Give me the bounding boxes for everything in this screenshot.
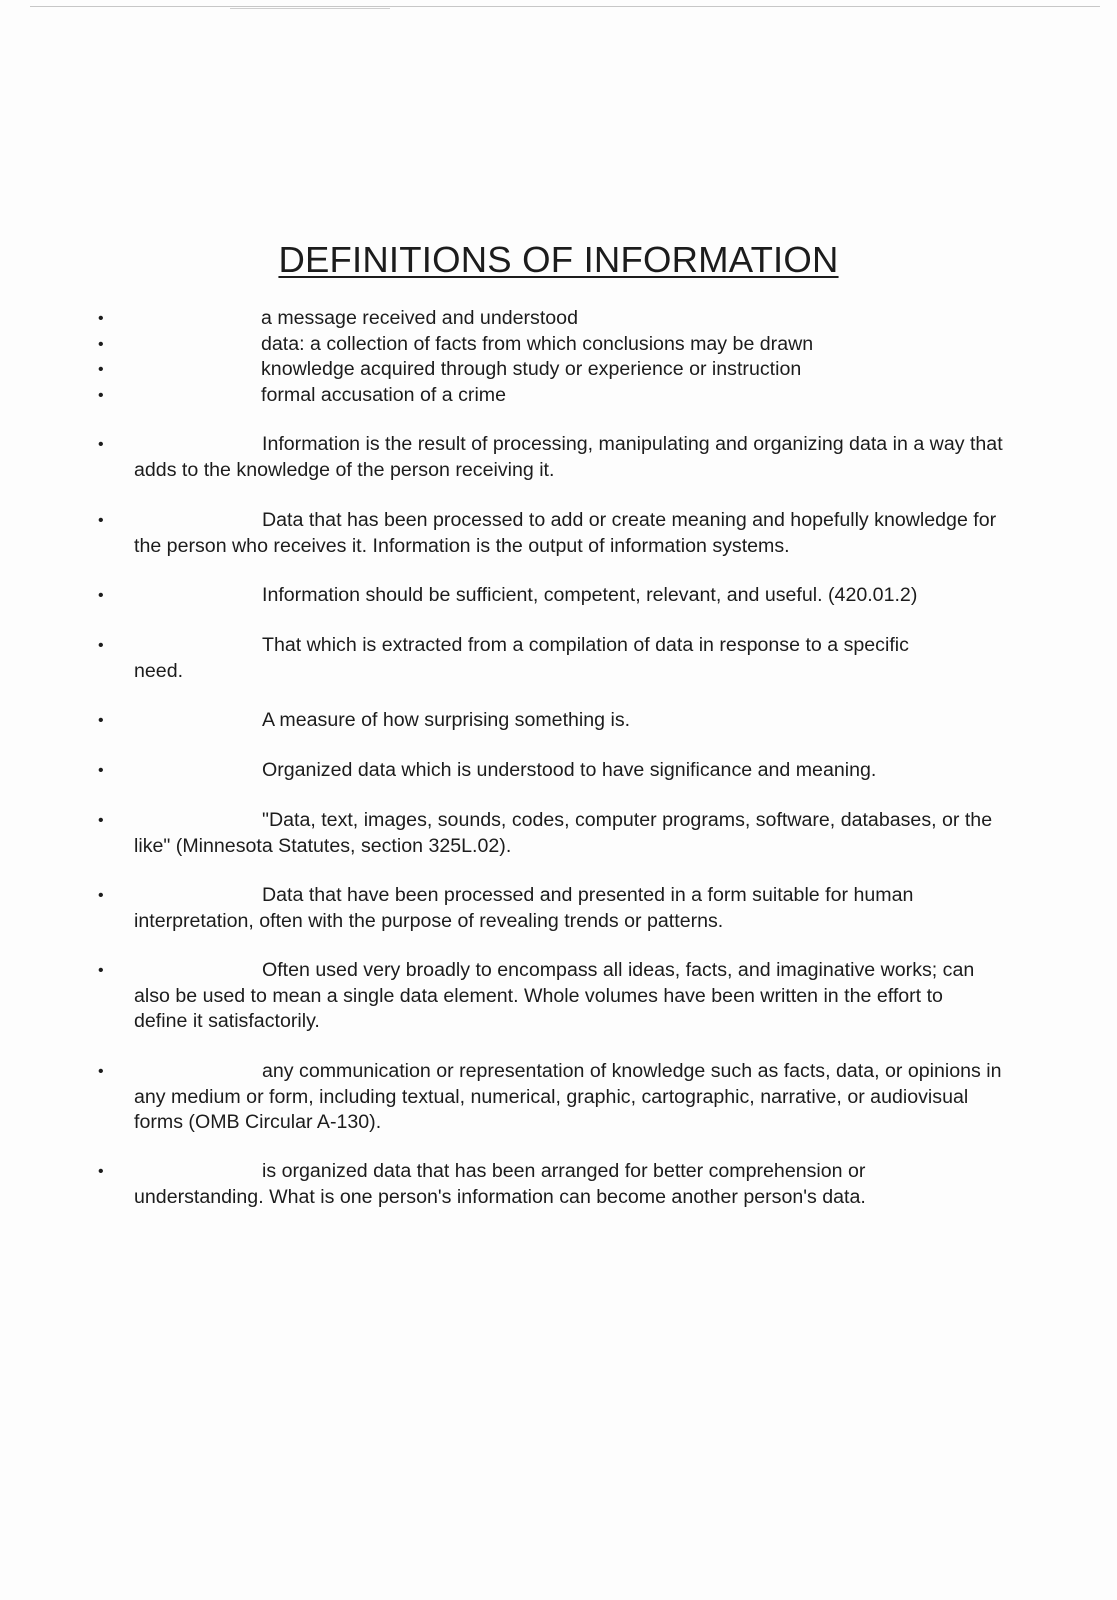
definition-text: knowledge acquired through study or experience or instruction [261,358,802,380]
definition-text: any communication or representation of knowledge such as facts, data, or opinions in any medium or form, including textual, numerical, graphic, cartographic, narrative, or audiovisual forms (OMB Circular A-130). [134,1060,1002,1133]
bullet-icon: • [98,1163,104,1180]
bullet-icon: • [98,335,104,353]
list-item [0,306,1117,332]
list-item [0,383,1117,409]
list-item [0,357,1117,383]
bullet-icon: • [98,587,104,604]
definition-text: is organized data that has been arranged for better comprehension or understanding. What is one person's information can become another person's data. [134,1160,866,1208]
definition-text: data: a collection of facts from which conclusions may be drawn [261,332,814,355]
bullet-icon: • [98,637,104,654]
bullet-icon: • [98,762,104,779]
definition-text: "Data, text, images, sounds, codes, computer programs, software, databases, or the like" (Minnesota Statutes, section 325L.02). [134,809,993,857]
scan-edge-line [30,6,1100,7]
bullet-icon: • [98,436,104,453]
scan-edge-mark [230,8,390,9]
definitions-list [0,306,1117,1208]
bullet-icon: • [98,512,104,529]
definition-text: A measure of how surprising something is. [262,709,631,731]
definition-text: Data that have been processed and presented in a form suitable for human interpretation, often with the purpose of revealing trends or patterns. [134,884,914,932]
bullet-icon: • [98,962,104,979]
bullet-icon: • [98,361,104,378]
definition-text: Organized data which is understood to have significance and meaning. [262,759,877,781]
bullet-icon: • [98,812,104,829]
definition-text: Often used very broadly to encompass all ideas, facts, and imaginative works; can also be used to mean a single data element. Whole volumes have been written in the effort to define it satisfactorily. [134,959,975,1032]
page-title [0,240,1117,280]
definition-text: Information should be sufficient, competent, relevant, and useful. (420.01.2) [262,584,918,606]
definition-text: That which is extracted from a compilation of data in response to a specific need. [134,634,909,682]
definition-text: Information is the result of processing, manipulating and organizing data in a way that adds to the knowledge of the person receiving it. [134,433,1003,481]
list-item [0,332,1117,358]
bullet-icon: • [98,386,104,404]
bullet-icon: • [98,887,104,904]
definition-text: Data that has been processed to add or create meaning and hopefully knowledge for the person who receives it. Information is the output of information systems. [134,509,997,557]
bullet-icon: • [98,1063,104,1080]
short-definitions-list [0,306,1117,408]
definition-text: a message received and understood [261,307,578,329]
definition-text: formal accusation of a crime [261,383,507,406]
bullet-icon: • [98,712,104,729]
bullet-icon: • [98,310,104,327]
page-title-text: DEFINITIONS OF INFORMATION [278,239,839,280]
